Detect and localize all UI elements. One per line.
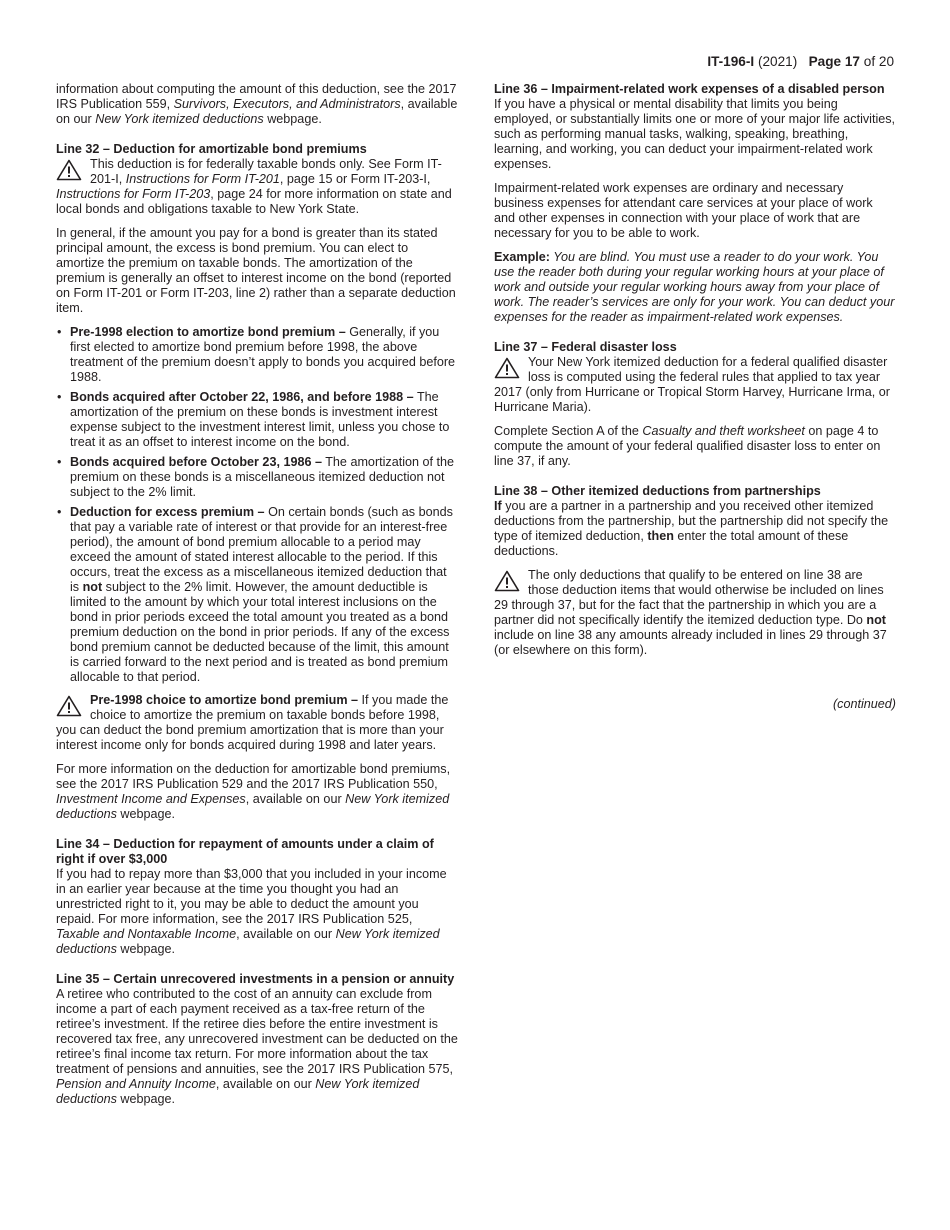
warning-icon (494, 357, 522, 379)
page-label: Page 17 (808, 54, 860, 69)
line35-section (56, 972, 458, 1107)
line36-title: Line 36 – Impairment-related work expenses of a disabled person (494, 82, 885, 96)
line36-p2: Impairment-related work expenses are ordinary and necessary business expenses for attendant care services at your place of work and other expenses in connection with your place of work that are necessary for you to be able to work. (494, 181, 873, 240)
list-item: • Bonds acquired before October 23, 1986 – The amortization of the premium on these bonds is a miscellaneous itemized deduction not subject to the 2% limit. (56, 455, 458, 500)
warning-icon (494, 570, 522, 592)
line32-section (56, 142, 458, 822)
right-column (494, 82, 896, 712)
line36-section (494, 82, 896, 325)
line32-more-info: For more information on the deduction for amortizable bond premiums, see the 2017 IRS Publication 529 and the 2017 IRS Publication 550, Investment Income and Expenses, available on our New York itemized deductions webpage. (56, 762, 451, 821)
line37-section (494, 340, 896, 469)
continued-label: (continued) (832, 697, 896, 711)
intro-paragraph: information about computing the amount of this deduction, see the 2017 IRS Publication 559, Survivors, Executors, and Administrators, available on our New York itemized deductions webpage. (56, 82, 458, 126)
line36-p1: If you have a physical or mental disability that limits you being employed, or substantially limits one or more of your major life activities, such as performing manual tasks, walking, speaking, breathing, learning, and working, you can deduct your impairment-related work expenses. (494, 97, 896, 171)
line34-title: Line 34 – Deduction for repayment of amounts under a claim of right if over $3,000 (56, 837, 434, 866)
list-item: • Deduction for excess premium – On certain bonds (such as bonds that pay a variable rate of interest or that provide for an interest-free period), the amount of bond premium allocable to a period may exceed the amount of stated interest allocable to the period. If this occurs, treat the excess as a miscellaneous itemized deduction that is not subject to the 2% limit. However, the amount deductible is limited to the amount by which your total interest inclusions on the bond in prior periods exceed the total amount you treated as a bond premium deduction on the bond in prior periods. If any of the excess bond premium cannot be deducted because of the limit, this amount is carried forward to the next period and is treated as bond premium allocable to that period. (56, 505, 458, 685)
line37-note: Your New York itemized deduction for a federal qualified disaster loss is computed using the federal rules that applied to tax year 2017 (only from Hurricane or Tropical Storm Harvey, Hurricane Irma, or Hurricane Maria). (494, 355, 890, 414)
line36-example: Example: You are blind. You must use a reader to do your work. You use the reader both during your regular working hours at your place of work and outside your regular working hours away from your place of work. The reader’s services are only for your work. You can deduct your expenses for the reader as impairment-related work expenses. (494, 250, 895, 324)
line34-section (56, 837, 458, 957)
warning-icon (56, 695, 84, 717)
line35-body: A retiree who contributed to the cost of an annuity can exclude from income a part of each payment received as a tax-free return of the retiree’s investment. If the retiree dies before the entire investment is recovered tax free, any unrecovered investment can be deducted on the retiree’s final income tax return. For more information about the tax treatment of pensions and annuities, see the 2017 IRS Publication 575, Pension and Annuity Income, available on our New York itemized deductions webpage. (56, 987, 458, 1106)
form-id: IT-196-I (707, 54, 755, 69)
page-of: of 20 (863, 54, 894, 69)
line37-title: Line 37 – Federal disaster loss (494, 340, 677, 354)
line32-note: This deduction is for federally taxable bonds only. See Form IT-201-I, Instructions for Form IT-201, page 15 or Form IT-203-I, Instructions for Form IT-203, page 24 for more information on state and local bonds and obligations taxable to New York State. (56, 157, 452, 216)
line38-body: If you are a partner in a partnership and you received other itemized deductions from the partnership, but the partnership did not specify the type of itemized deduction, then enter the total amount of these deductions. (494, 499, 889, 558)
line32-note2: Pre-1998 choice to amortize bond premium – If you made the choice to amortize the premium on taxable bonds before 1998, you can deduct the bond premium amortization that is more than your interest income only for bonds acquired during 1998 and later years. (56, 693, 449, 752)
line38-section (494, 484, 896, 667)
left-column (56, 82, 458, 1116)
list-item: • Pre-1998 election to amortize bond premium – Generally, if you first elected to amortize bond premium before 1998, the above treatment of the premium doesn’t apply to bonds you acquired before 1988. (56, 325, 458, 385)
list-item: • Bonds acquired after October 22, 1986, and before 1988 – The amortization of the premium on these bonds is investment interest expense subject to the investment interest limit, unless you chose to treat it as an offset to interest income on the bond. (56, 390, 458, 450)
line38-note: The only deductions that qualify to be entered on line 38 are those deduction items that would otherwise be included on lines 29 through 37, but for the fact that the partnership in which you are a partner did not specifically identify the itemized deduction type. Do not include on line 38 any amounts already included in lines 29 through 37 (or elsewhere on this form). (494, 568, 887, 657)
line32-title: Line 32 – Deduction for amortizable bond premiums (56, 142, 367, 156)
form-year: (2021) (757, 54, 798, 69)
line35-title: Line 35 – Certain unrecovered investments in a pension or annuity (56, 972, 455, 986)
line38-title: Line 38 – Other itemized deductions from partnerships (494, 484, 821, 498)
line32-general: In general, if the amount you pay for a bond is greater than its stated principal amount, the excess is bond premium. You can elect to amortize the premium on taxable bonds. The amortization of the premium is generally an offset to interest income on the bond (reported on Form IT-201 or Form IT-203, line 2) rather than a separate deduction item. (56, 226, 456, 315)
line32-bullets (56, 325, 458, 685)
warning-icon (56, 159, 84, 181)
page-header (707, 54, 894, 69)
line37-body: Complete Section A of the Casualty and theft worksheet on page 4 to compute the amount of your federal qualified disaster loss to enter on line 37, if any. (494, 424, 881, 468)
line34-body: If you had to repay more than $3,000 that you included in your income in an earlier year because at the time you thought you had an unrestricted right to it, you may be able to deduct the amount you repaid. For more information, see the 2017 IRS Publication 525, Taxable and Nontaxable Income, available on our New York itemized deductions webpage. (56, 867, 447, 956)
